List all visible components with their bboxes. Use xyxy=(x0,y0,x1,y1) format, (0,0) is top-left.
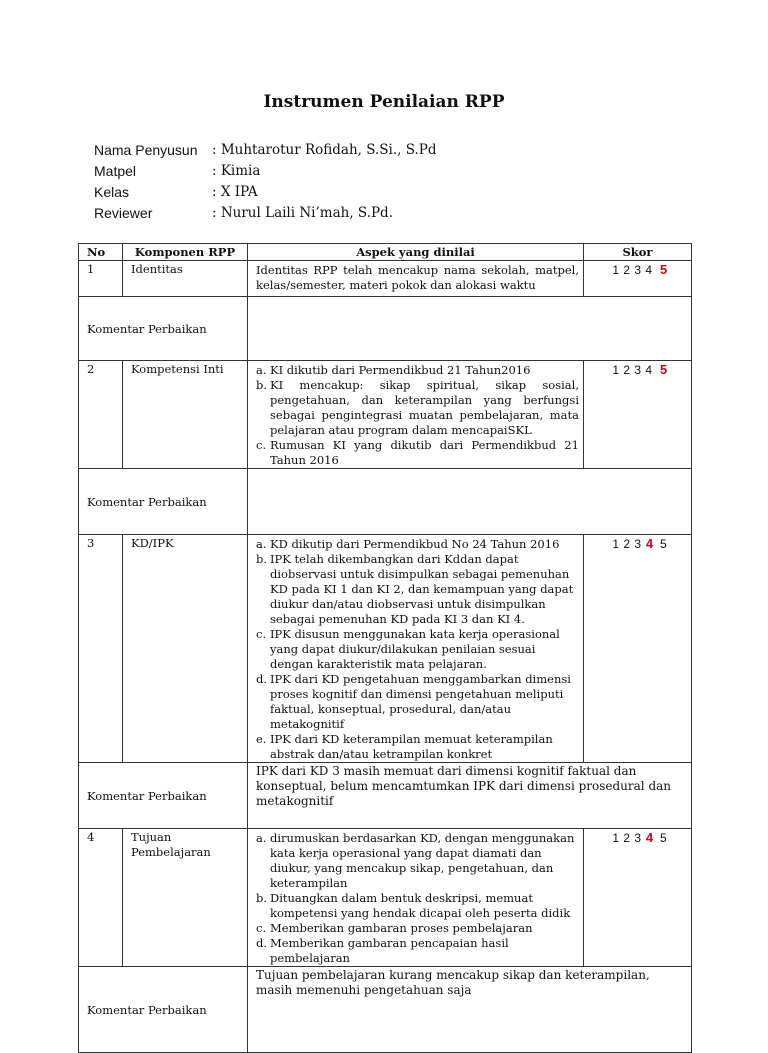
comment-row xyxy=(79,469,692,535)
info-value: : Kimia xyxy=(212,163,261,179)
aspect-list xyxy=(256,831,579,966)
table-row xyxy=(79,535,692,763)
aspect-item xyxy=(256,672,579,732)
score-option: 1 xyxy=(612,537,619,551)
aspect-mark: a. xyxy=(256,537,267,551)
comment-label: Komentar Perbaikan xyxy=(79,967,248,1053)
page-title: Instrumen Penilaian RPP xyxy=(263,92,505,112)
row-number: 1 xyxy=(79,261,123,297)
score-option: 4 xyxy=(645,263,653,277)
row-component: KD/IPK xyxy=(123,535,248,763)
comment-row xyxy=(79,763,692,829)
info-row-penyusun xyxy=(94,140,437,161)
table-row xyxy=(79,829,692,967)
row-number: 3 xyxy=(79,535,123,763)
comment-row xyxy=(79,967,692,1053)
comment-row xyxy=(79,297,692,361)
info-block xyxy=(94,140,437,224)
comment-label: Komentar Perbaikan xyxy=(79,297,248,361)
info-label: Kelas xyxy=(94,184,130,200)
aspect-text: KI dikutib dari Permendikbud 21 Tahun2016 xyxy=(270,363,531,377)
aspect-item xyxy=(256,537,579,552)
row-component: Kompetensi Inti xyxy=(123,361,248,469)
header-komponen: Komponen RPP xyxy=(123,244,248,261)
score-cell xyxy=(584,361,692,469)
header-skor: Skor xyxy=(584,244,692,261)
comment-text xyxy=(248,469,692,535)
aspect-text: KD dikutip dari Permendikbud No 24 Tahun 2016 xyxy=(270,537,560,551)
table-header-row xyxy=(79,244,692,261)
info-label: Reviewer xyxy=(94,205,153,221)
aspect-item xyxy=(256,921,579,936)
aspect-item xyxy=(256,732,579,762)
comment-text: Tujuan pembelajaran kurang mencakup sikap dan keterampilan, masih memenuhi pengetahuan saja xyxy=(248,967,692,1053)
score-option: 1 xyxy=(612,831,619,845)
aspect-text: IPK disusun menggunakan kata kerja operasional yang dapat diukur/dilakukan penilaian sesuai dengan karakteristik mata pelajaran. xyxy=(270,627,560,671)
score-option: 2 xyxy=(623,831,631,845)
aspect-mark: d. xyxy=(256,672,268,686)
score-selected: 5 xyxy=(659,362,668,377)
info-row-kelas xyxy=(94,182,437,203)
header-no: No xyxy=(79,244,123,261)
score-option: 2 xyxy=(623,263,631,277)
score-option: 1 xyxy=(612,263,619,277)
aspect-text: Rumusan KI yang dikutib dari Permendikbud 21 Tahun 2016 xyxy=(270,438,579,467)
assessment-table xyxy=(78,243,692,1053)
aspect-mark: d. xyxy=(256,936,268,950)
score-cell xyxy=(584,535,692,763)
comment-label: Komentar Perbaikan xyxy=(79,469,248,535)
aspect-mark: b. xyxy=(256,378,268,392)
row-aspect xyxy=(248,361,584,469)
aspect-item xyxy=(256,891,579,921)
row-number: 2 xyxy=(79,361,123,469)
info-label: Matpel xyxy=(94,163,137,179)
comment-label: Komentar Perbaikan xyxy=(79,763,248,829)
aspect-item xyxy=(256,438,579,468)
aspect-item xyxy=(256,363,579,378)
aspect-text: Identitas RPP telah mencakup nama sekolah, matpel, kelas/semester, materi pokok dan alokasi waktu xyxy=(256,263,579,292)
comment-text: IPK dari KD 3 masih memuat dari dimensi kognitif faktual dan konseptual, belum mencamtumkan IPK dari dimensi prosedural dan metakognitif xyxy=(248,763,692,829)
aspect-mark: b. xyxy=(256,552,268,566)
score-selected: 4 xyxy=(645,536,654,551)
aspect-text: KI mencakup: sikap spiritual, sikap sosial, pengetahuan, dan keterampilan yang berfungsi sebagai pengintegrasi muatan pembelajaran, mata pelajaran atau program dalam mencapaiSKL xyxy=(270,378,579,437)
row-number: 4 xyxy=(79,829,123,967)
aspect-mark: c. xyxy=(256,627,267,641)
aspect-item xyxy=(256,831,579,891)
aspect-item xyxy=(256,627,579,672)
aspect-mark: b. xyxy=(256,891,268,905)
score-option: 4 xyxy=(645,363,653,377)
aspect-list xyxy=(256,363,579,468)
info-label: Nama Penyusun xyxy=(94,142,198,158)
score-option: 5 xyxy=(659,831,667,845)
score-option: 2 xyxy=(623,537,631,551)
header-aspek: Aspek yang dinilai xyxy=(248,244,584,261)
info-value: : Nurul Laili Ni’mah, S.Pd. xyxy=(212,205,393,221)
score-option: 1 xyxy=(612,363,619,377)
aspect-mark: a. xyxy=(256,831,267,845)
row-aspect xyxy=(248,829,584,967)
aspect-mark: c. xyxy=(256,921,267,935)
score-cell xyxy=(584,261,692,297)
aspect-item xyxy=(256,936,579,966)
aspect-item xyxy=(256,378,579,438)
score-option: 3 xyxy=(634,831,642,845)
score-option: 5 xyxy=(659,537,667,551)
row-aspect xyxy=(248,261,584,297)
score-option: 3 xyxy=(634,537,642,551)
info-row-reviewer xyxy=(94,203,437,224)
aspect-list xyxy=(256,537,579,762)
row-aspect xyxy=(248,535,584,763)
score-cell xyxy=(584,829,692,967)
row-component: Tujuan Pembelajaran xyxy=(123,829,248,967)
aspect-mark: a. xyxy=(256,363,267,377)
table-row xyxy=(79,361,692,469)
info-value: : X IPA xyxy=(212,184,258,200)
row-component: Identitas xyxy=(123,261,248,297)
aspect-item xyxy=(256,552,579,627)
aspect-text: IPK dari KD pengetahuan menggambarkan dimensi proses kognitif dan dimensi pengetahuan meliputi faktual, konseptual, prosedural, dan/atau metakognitif xyxy=(270,672,571,731)
aspect-text: Memberikan gambaran proses pembelajaran xyxy=(270,921,533,935)
aspect-text: dirumuskan berdasarkan KD, dengan menggunakan kata kerja operasional yang dapat diamati dan diukur, yang mencakup sikap, pengetahuan, dan keterampilan xyxy=(270,831,575,890)
aspect-text: Dituangkan dalam bentuk deskripsi, memuat kompetensi yang hendak dicapai oleh peserta didik xyxy=(270,891,571,920)
table-row xyxy=(79,261,692,297)
score-option: 3 xyxy=(634,263,642,277)
score-selected: 5 xyxy=(659,262,668,277)
info-value: : Muhtarotur Rofidah, S.Si., S.Pd xyxy=(212,142,437,158)
aspect-mark: c. xyxy=(256,438,267,452)
aspect-mark: e. xyxy=(256,732,267,746)
comment-text xyxy=(248,297,692,361)
score-option: 2 xyxy=(623,363,631,377)
info-row-matpel xyxy=(94,161,437,182)
score-option: 3 xyxy=(634,363,642,377)
aspect-text: IPK dari KD keterampilan memuat keterampilan abstrak dan/atau ketrampilan konkret xyxy=(270,732,553,761)
aspect-text: Memberikan gambaran pencapaian hasil pembelajaran xyxy=(270,936,509,965)
score-selected: 4 xyxy=(645,830,654,845)
aspect-text: IPK telah dikembangkan dari Kddan dapat diobservasi untuk disimpulkan sebagai pemenuhan KD pada KI 1 dan KI 2, dan kemampuan yang dapat diukur dan/atau diobservasi untuk disimpulkan sebagai pemenuhan KD pada KI 3 dan KI 4. xyxy=(270,552,574,626)
